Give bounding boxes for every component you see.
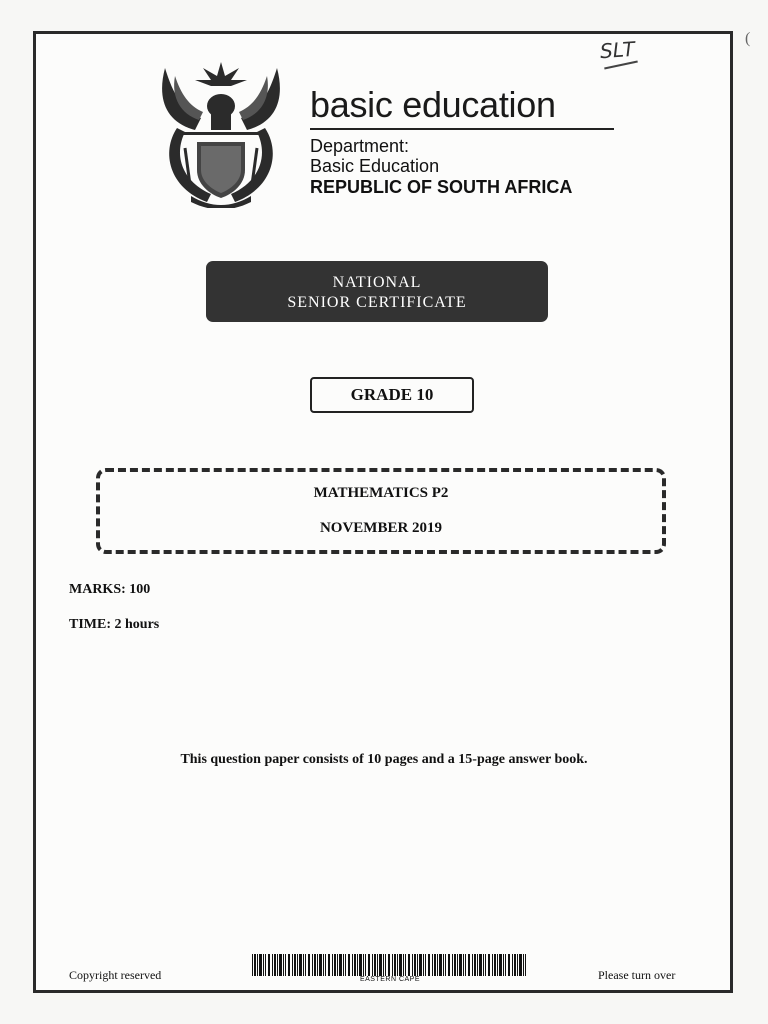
coat-of-arms-icon: [155, 58, 287, 208]
department-label: Department:: [310, 136, 410, 156]
pages-note: This question paper consists of 10 pages and a 15-page answer book.: [180, 752, 588, 767]
barcode-icon: [252, 954, 528, 976]
brand-block: [310, 84, 614, 198]
exam-session: NOVEMBER 2019: [319, 520, 443, 536]
certificate-banner: [206, 261, 548, 322]
handwritten-note: SLT: [599, 36, 636, 64]
barcode-label: EASTERN CAPE: [359, 976, 421, 983]
subject-box: [96, 468, 666, 554]
marks-label: MARKS: 100: [69, 582, 151, 597]
department-name: Basic Education: [310, 156, 440, 176]
brand-title: basic education: [310, 84, 556, 125]
time-label: TIME: 2 hours: [69, 617, 160, 632]
grade-label: GRADE 10: [310, 377, 474, 413]
turn-over-text: Please turn over: [598, 968, 676, 982]
copyright-text: Copyright reserved: [69, 968, 162, 982]
subject-title: MATHEMATICS P2: [313, 485, 449, 501]
brand-divider: [310, 128, 614, 130]
country-name: REPUBLIC OF SOUTH AFRICA: [310, 177, 573, 197]
certificate-line-1: NATIONAL: [332, 274, 422, 291]
scan-mark: (: [745, 30, 751, 47]
certificate-line-2: SENIOR CERTIFICATE: [287, 294, 467, 311]
